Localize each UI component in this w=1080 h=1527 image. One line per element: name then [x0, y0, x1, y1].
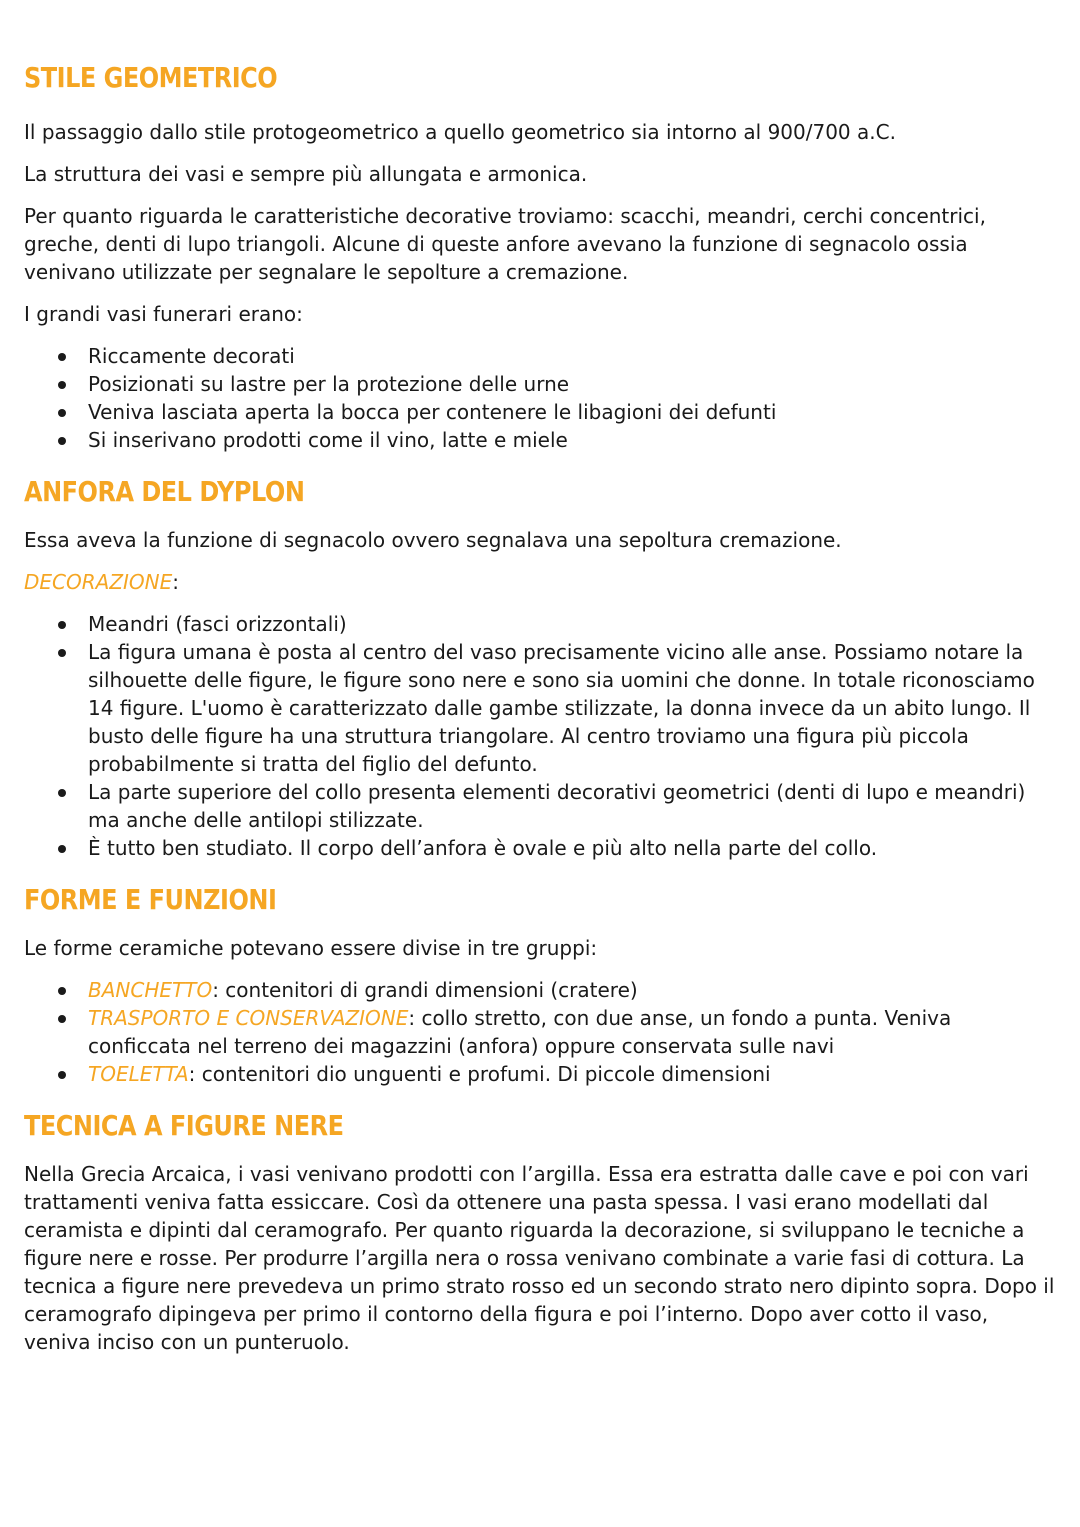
- bullet-icon: [58, 649, 66, 657]
- list-item: Meandri (fasci orizzontali): [24, 610, 1060, 638]
- list-item: Veniva lasciata aperta la bocca per contenere le libagioni dei defunti: [24, 398, 1060, 426]
- paragraph: Il passaggio dallo stile protogeometrico a quello geometrico sia intorno al 900/700 a.C.: [24, 120, 896, 144]
- section-title-anfora-del-dyplon: ANFORA DEL DYPLON: [24, 475, 305, 508]
- bullet-list: [24, 342, 1060, 454]
- bullet-icon: [58, 381, 66, 389]
- bullet-icon: [58, 845, 66, 853]
- list-item: Posizionati su lastre per la protezione delle urne: [24, 370, 1060, 398]
- paragraph: Le forme ceramiche potevano essere divise in tre gruppi:: [24, 936, 598, 960]
- bullet-icon: [58, 987, 66, 995]
- list-item: BANCHETTO: contenitori di grandi dimensioni (cratere): [24, 976, 1060, 1004]
- paragraph: Per quanto riguarda le caratteristiche decorative troviamo: scacchi, meandri, cerchi concentrici, greche, denti di lupo triangoli. Alcune di queste anfore avevano la funzione di segnacolo ossia venivano utilizzate per segnalare le sepolture a cremazione.: [24, 204, 986, 284]
- section-title-stile-geometrico: STILE GEOMETRICO: [24, 61, 278, 94]
- bullet-icon: [58, 353, 66, 361]
- section-title-tecnica-a-figure-nere: TECNICA A FIGURE NERE: [24, 1109, 344, 1142]
- list-item: La figura umana è posta al centro del vaso precisamente vicino alle anse. Possiamo notare la silhouette delle figure, le figure sono nere e sono sia uomini che donne. In totale riconosciamo 14 figure. L'uomo è caratterizzato dalle gambe stilizzate, la donna invece da un abito lungo. Il busto delle figure ha una struttura triangolare. Al centro troviamo una figura più piccola probabilmente si tratta del figlio del defunto.: [24, 638, 1060, 778]
- subheading-decorazione: DECORAZIONE:: [24, 570, 180, 594]
- paragraph: Essa aveva la funzione di segnacolo ovvero segnalava una sepoltura cremazione.: [24, 528, 842, 552]
- document-page: [24, 58, 1060, 1356]
- paragraph: La struttura dei vasi e sempre più allungata e armonica.: [24, 162, 588, 186]
- list-item: Si inserivano prodotti come il vino, latte e miele: [24, 426, 1060, 454]
- list-item: TRASPORTO E CONSERVAZIONE: collo stretto, con due anse, un fondo a punta. Veniva conficcata nel terreno dei magazzini (anfora) oppure conservata sulle navi: [24, 1004, 1060, 1060]
- list-item: La parte superiore del collo presenta elementi decorativi geometrici (denti di lupo e meandri) ma anche delle antilopi stilizzate.: [24, 778, 1060, 834]
- list-item: TOELETTA: contenitori dio unguenti e profumi. Di piccole dimensioni: [24, 1060, 1060, 1088]
- section-title-forme-e-funzioni: FORME E FUNZIONI: [24, 883, 277, 916]
- bullet-list: [24, 976, 1060, 1088]
- bullet-icon: [58, 437, 66, 445]
- list-item: Riccamente decorati: [24, 342, 1060, 370]
- bullet-icon: [58, 409, 66, 417]
- paragraph: Nella Grecia Arcaica, i vasi venivano prodotti con l’argilla. Essa era estratta dalle cave e poi con vari trattamenti veniva fatta essiccare. Così da ottenere una pasta spessa. I vasi erano modellati dal ceramista e dipinti dal ceramografo. Per quanto riguarda la decorazione, si sviluppano le tecniche a figure nere e rosse. Per produrre l’argilla nera o rossa venivano combinate a varie fasi di cottura. La tecnica a figure nere prevedeva un primo strato rosso ed un secondo strato nero dipinto sopra. Dopo il ceramografo dipingeva per primo il contorno della figura e poi l’interno. Dopo aver cotto il vaso, veniva inciso con un punteruolo.: [24, 1162, 1055, 1354]
- list-item: È tutto ben studiato. Il corpo dell’anfora è ovale e più alto nella parte del collo.: [24, 834, 1060, 862]
- bullet-icon: [58, 1015, 66, 1023]
- bullet-icon: [58, 1071, 66, 1079]
- bullet-list: [24, 610, 1060, 862]
- bullet-icon: [58, 621, 66, 629]
- paragraph: I grandi vasi funerari erano:: [24, 302, 303, 326]
- bullet-icon: [58, 789, 66, 797]
